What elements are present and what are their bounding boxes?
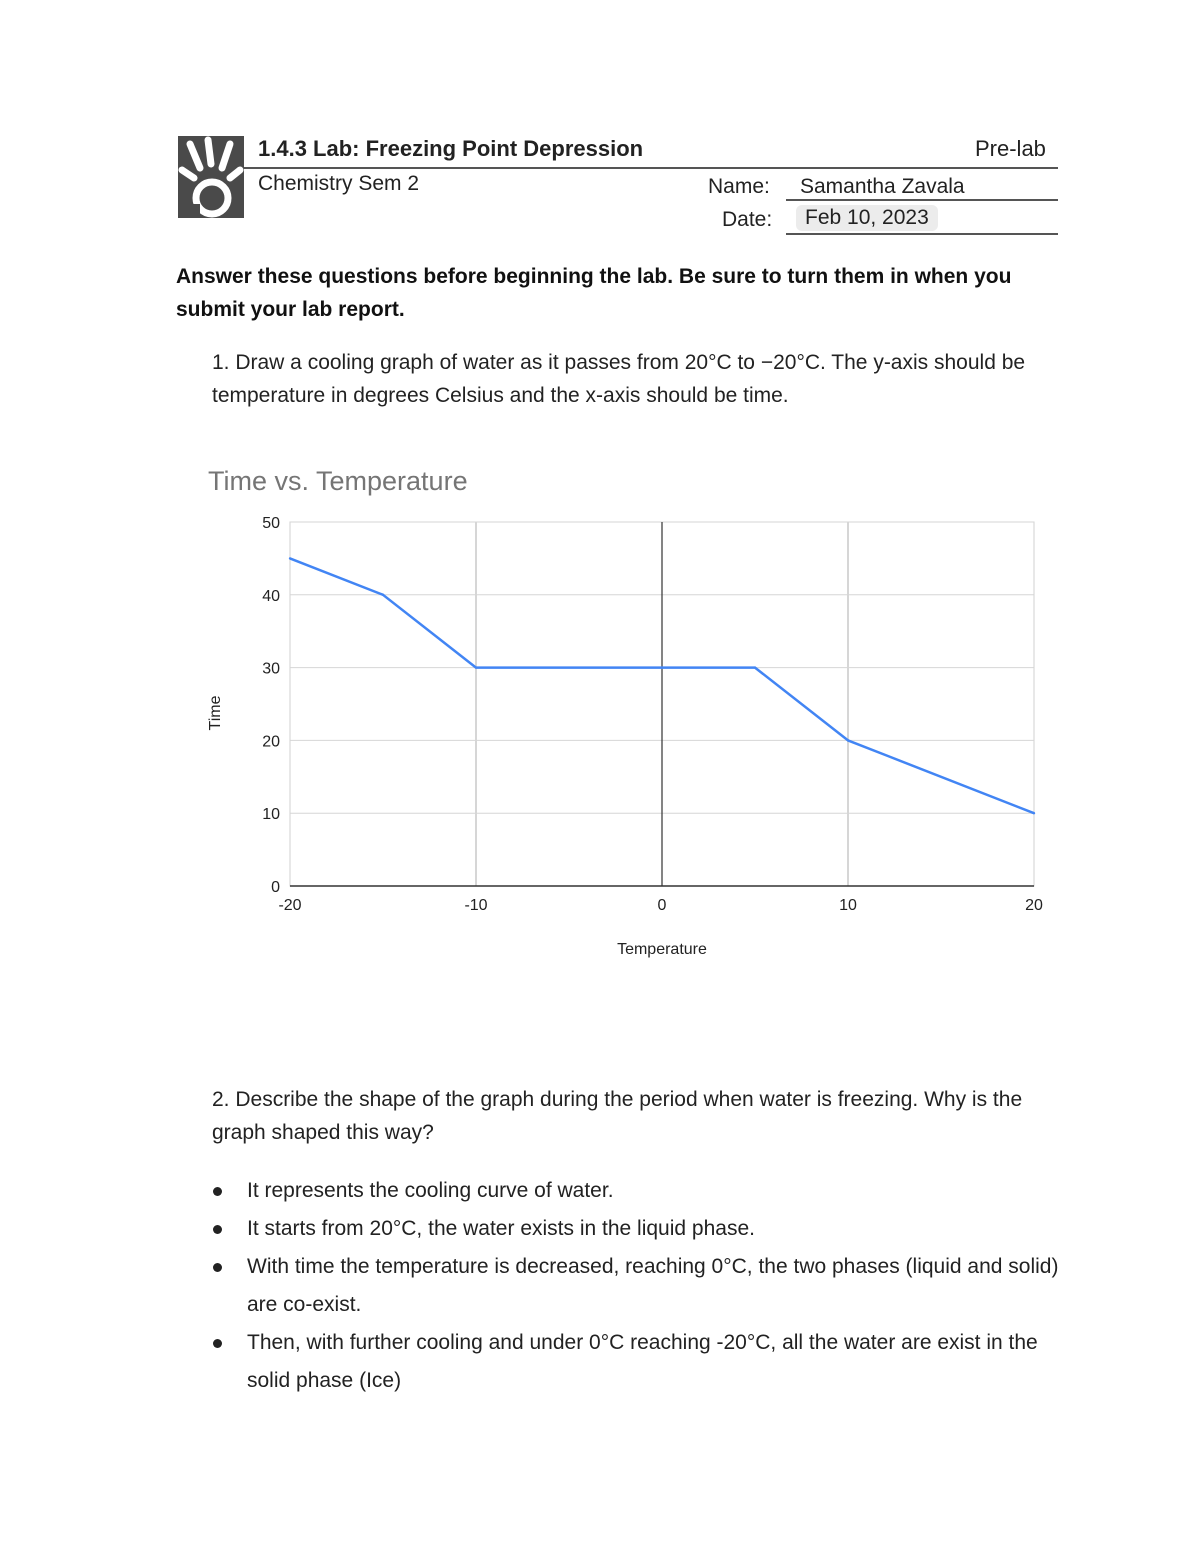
data-point	[847, 739, 849, 741]
chart-title: Time vs. Temperature	[208, 466, 468, 496]
document-title: 1.4.3 Lab: Freezing Point Depression	[258, 136, 644, 161]
bullet-icon	[213, 1339, 222, 1348]
course-name: Chemistry Sem 2	[258, 172, 420, 195]
data-point	[289, 557, 291, 559]
x-tick-label: 0	[657, 897, 667, 914]
bullet-icon	[213, 1263, 222, 1272]
data-point	[661, 666, 663, 668]
answer-item: Then, with further cooling and under 0°C reaching -20°C, all the water are exist in the solid phase (Ice)	[210, 1324, 1070, 1400]
answer-item: With time the temperature is decreased, reaching 0°C, the two phases (liquid and solid) are co-exist.	[210, 1248, 1070, 1324]
y-tick-label: 30	[262, 660, 280, 678]
y-axis-label: Time	[207, 695, 224, 731]
question-2: 2. Describe the shape of the graph during the period when water is freezing. Why is the graph shaped this way?	[212, 1088, 1023, 1144]
data-point	[475, 666, 477, 668]
x-axis-label: Temperature	[617, 941, 707, 958]
name-field[interactable]: Samantha Zavala	[800, 175, 965, 198]
y-tick-label: 0	[271, 879, 280, 896]
bullet-icon	[213, 1187, 222, 1196]
data-point	[382, 594, 384, 596]
instructions: Answer these questions before beginning the lab. Be sure to turn them in when you submit your lab report.	[176, 265, 1012, 321]
y-tick-label: 20	[262, 733, 280, 751]
y-tick-label: 10	[262, 806, 280, 824]
date-underline	[786, 233, 1058, 235]
header-divider	[244, 167, 1058, 169]
name-underline	[786, 199, 1058, 201]
answer-item: It starts from 20°C, the water exists in the liquid phase.	[210, 1210, 1070, 1248]
name-label: Name:	[708, 175, 770, 198]
x-tick-label: -20	[278, 897, 302, 914]
y-tick-label: 40	[262, 587, 280, 605]
cooling-chart	[196, 455, 1056, 975]
date-label: Date:	[722, 208, 773, 231]
data-point	[754, 666, 756, 668]
x-tick-label: -10	[464, 897, 488, 914]
question-1: 1. Draw a cooling graph of water as it passes from 20°C to −20°C. The y-axis should be temperature in degrees Celsius and the x-axis should be time.	[212, 351, 1026, 407]
x-tick-label: 20	[1025, 897, 1043, 914]
answer-list	[210, 1172, 1070, 1400]
answer-item: It represents the cooling curve of water.	[210, 1172, 1070, 1210]
bullet-icon	[213, 1225, 222, 1234]
document-kind: Pre-lab	[975, 136, 1046, 161]
data-point	[1033, 812, 1035, 814]
date-chip[interactable]: Feb 10, 2023	[796, 205, 938, 231]
y-tick-label: 50	[262, 515, 280, 532]
school-logo	[178, 136, 244, 218]
x-tick-label: 10	[839, 897, 857, 914]
